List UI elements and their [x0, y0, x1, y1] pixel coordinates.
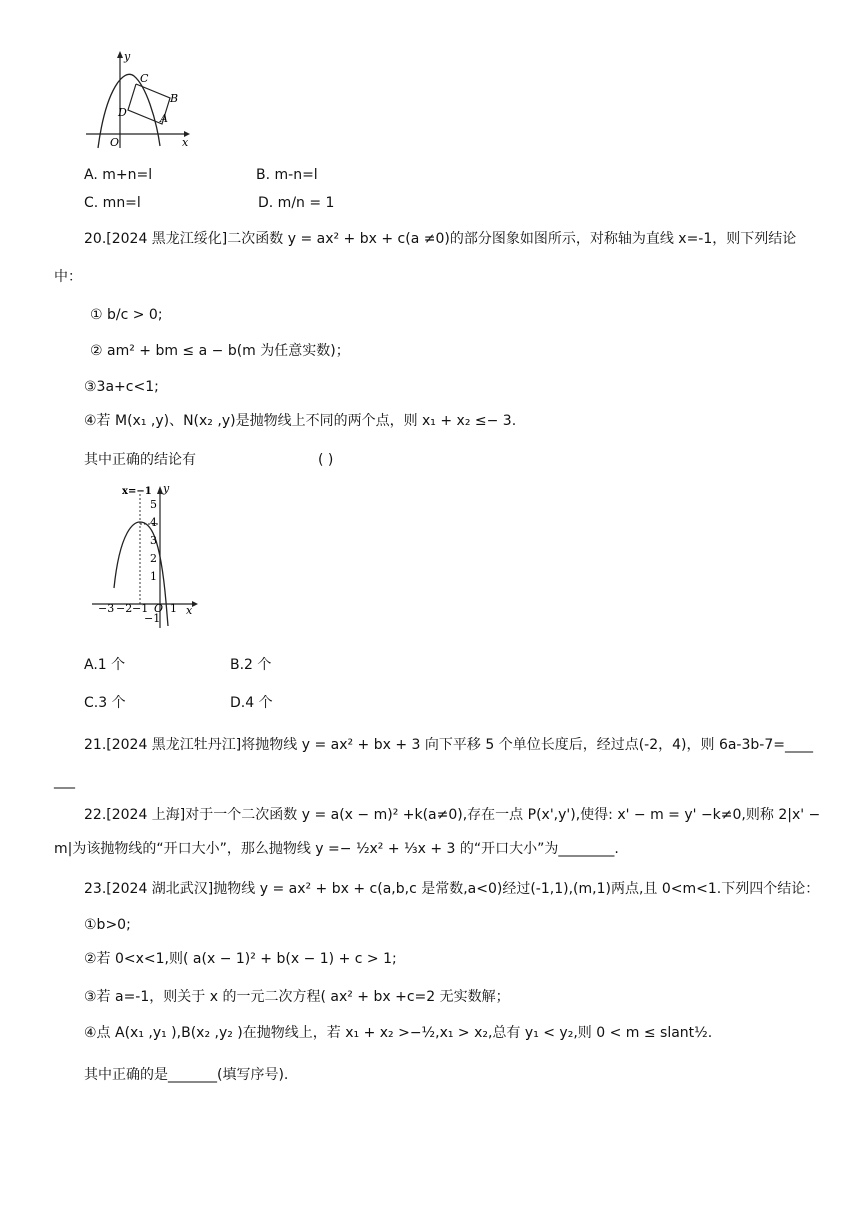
fig2-x-label: x	[186, 604, 193, 617]
figure-parabola-square	[84, 48, 194, 150]
fig2-ytick: 2	[150, 552, 157, 565]
q20-option-c: C.3 个	[84, 695, 126, 711]
fig2-y-label: y	[163, 482, 170, 495]
q20-item-4: ④若 M(x₁ ,y)、N(x₂ ,y)是抛物线上不同的两个点，则 x₁ + x₂ ≤− 3.	[84, 413, 517, 429]
q20-answer-paren: ( )	[318, 452, 334, 468]
q20-option-b: B.2 个	[230, 657, 272, 673]
q21-line2: ___	[54, 773, 75, 789]
q20-stem-line1: 20.[2024 黑龙江绥化]二次函数 y = ax² + bx + c(a ≠0)的部分图象如图所示，对称轴为直线 x=-1，则下列结论	[84, 231, 797, 247]
figure-parabola-graph	[90, 482, 202, 630]
fig1-point-d: D	[118, 106, 127, 119]
q20-question: 其中正确的结论有	[84, 452, 196, 468]
q23-item-4: ④点 A(x₁ ,y₁ ),B(x₂ ,y₂ )在抛物线上，若 x₁ + x₂ >−½,x₁ > x₂,总有 y₁ < y₂,则 0 < m ≤ slant½.	[84, 1025, 713, 1041]
fig2-origin-label: O	[154, 602, 164, 615]
q22-line2: m|为该抛物线的“开口大小”，那么抛物线 y =− ½x² + ⅓x + 3 的“开口大小”为________.	[54, 841, 619, 857]
fig1-point-b: B	[170, 92, 179, 105]
q19-option-a: A. m+n=l	[84, 167, 153, 183]
q19-option-b: B. m-n=l	[256, 167, 318, 183]
fig2-ytick: 1	[150, 570, 157, 583]
q19-option-d: D. m/n = 1	[258, 195, 335, 211]
fig2-ytick: 4	[150, 516, 157, 529]
q19-option-c: C. mn=l	[84, 195, 141, 211]
q23-line1: 23.[2024 湖北武汉]抛物线 y = ax² + bx + c(a,b,c 是常数,a<0)经过(-1,1),(m,1)两点,且 0<m<1.下列四个结论：	[84, 881, 820, 897]
fig2-xtick: −2	[116, 602, 133, 615]
q21-line1: 21.[2024 黑龙江牡丹江]将抛物线 y = ax² + bx + 3 向下平移 5 个单位长度后，经过点(-2，4)，则 6a-3b-7=____	[84, 737, 813, 753]
q20-option-a: A.1 个	[84, 657, 126, 673]
fig2-xtick: −3	[98, 602, 115, 615]
q23-item-2: ②若 0<x<1,则( a(x − 1)² + b(x − 1) + c > 1;	[84, 951, 397, 967]
q23-answer: 其中正确的是_______(填写序号).	[84, 1067, 289, 1083]
fig2-xtick: −1	[132, 602, 149, 615]
fig2-xtick: 1	[170, 602, 177, 615]
fig2-axis-of-symmetry-label: x=−1	[122, 486, 152, 497]
fig1-point-c: C	[140, 72, 149, 85]
q20-option-d: D.4 个	[230, 695, 273, 711]
fig1-y-label: y	[124, 50, 131, 63]
fig1-origin-label: O	[110, 136, 120, 149]
q20-item-2: ② am² + bm ≤ a − b(m 为任意实数)；	[90, 343, 350, 359]
q22-line1: 22.[2024 上海]对于一个二次函数 y = a(x − m)² +k(a≠0),存在一点 P(x',y'),使得: x' − m = y' −k≠0,则称 2|x' −	[84, 807, 821, 823]
fig2-ytick: −1	[144, 612, 161, 625]
fig2-ytick: 5	[150, 498, 157, 511]
fig2-ytick: 3	[150, 534, 157, 547]
q20-item-3: ③3a+c<1;	[84, 379, 159, 395]
fig1-point-a: A	[160, 112, 168, 125]
q20-stem-line2: 中：	[54, 269, 82, 285]
q20-item-1: ① b/c > 0;	[90, 307, 163, 323]
q23-item-1: ①b>0;	[84, 917, 131, 933]
q23-item-3: ③若 a=-1，则关于 x 的一元二次方程( ax² + bx +c=2 无实数解；	[84, 989, 510, 1005]
fig1-x-label: x	[182, 136, 189, 149]
